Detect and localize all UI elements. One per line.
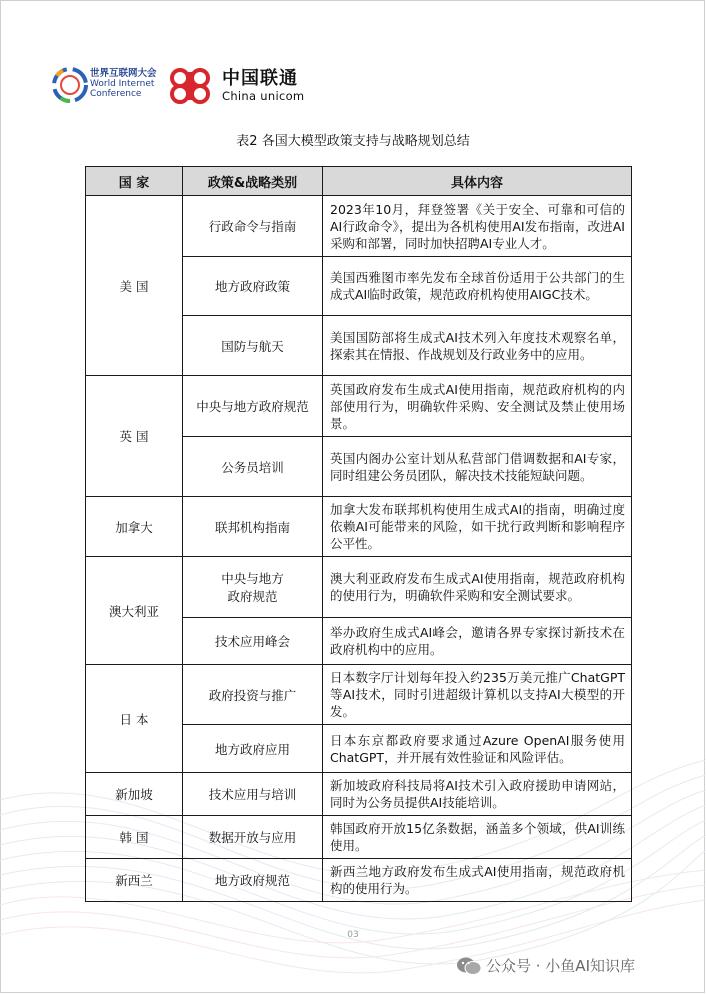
content-cell: 韩国政府开放15亿条数据，涵盖多个领域，供AI训练使用。	[323, 816, 632, 859]
table-row	[86, 557, 632, 618]
table-row	[86, 816, 632, 859]
content-cell: 举办政府生成式AI峰会，邀请各界专家探讨新技术在政府机构中的应用。	[323, 618, 632, 665]
country-cell: 新西兰	[86, 859, 183, 902]
wechat-watermark	[456, 955, 635, 976]
content-cell: 新西兰地方政府发布生成式AI使用指南，规范政府机构的使用行为。	[323, 859, 632, 902]
category-cell: 地方政府规范	[183, 859, 323, 902]
table-header-row	[86, 167, 632, 196]
wic-name-en-line2: Conference	[90, 89, 142, 99]
page-number: 03	[347, 930, 359, 940]
china-unicom-name-cn: 中国联通	[222, 68, 298, 89]
table-row	[86, 859, 632, 902]
category-cell: 公务员培训	[183, 437, 323, 497]
content-cell: 新加坡政府科技局将AI技术引入政府援助申请网站，同时为公务员提供AI技能培训。	[323, 773, 632, 816]
wic-name-en-line1: World Internet	[90, 79, 155, 89]
china-unicom-name-en: China unicom	[222, 89, 305, 103]
content-cell: 日本东京都政府要求通过Azure OpenAI服务使用ChatGPT，并开展有效性验证和风险评估。	[323, 725, 632, 773]
country-cell: 日 本	[86, 665, 183, 773]
category-cell: 数据开放与应用	[183, 816, 323, 859]
country-cell: 加拿大	[86, 497, 183, 557]
category-cell: 政府投资与推广	[183, 665, 323, 725]
content-cell: 加拿大发布联邦机构使用生成式AI的指南，明确过度依赖AI可能带来的风险，如干扰行政判断和影响程序公平性。	[323, 497, 632, 557]
content-cell: 美国西雅图市率先发布全球首份适用于公共部门的生成式AI临时政策，规范政府机构使用AIGC技术。	[323, 257, 632, 316]
content-cell: 日本数字厅计划每年投入约235万美元推广ChatGPT等AI技术，同时引进超级计算机以支持AI大模型的开发。	[323, 665, 632, 725]
category-cell: 联邦机构指南	[183, 497, 323, 557]
header-content: 具体内容	[323, 167, 632, 196]
table-row	[86, 376, 632, 437]
country-cell: 美 国	[86, 196, 183, 376]
category-cell: 国防与航天	[183, 316, 323, 376]
country-cell: 新加坡	[86, 773, 183, 816]
header-category: 政策&战略类别	[183, 167, 323, 196]
country-cell: 澳大利亚	[86, 557, 183, 665]
header-country: 国 家	[86, 167, 183, 196]
table-row	[86, 773, 632, 816]
watermark-text: 公众号 · 小鱼AI知识库	[486, 957, 635, 975]
content-cell: 2023年10月，拜登签署《关于安全、可靠和可信的AI行政命令》，提出为各机构使用AI发布指南，改进AI采购和部署，同时加快招聘AI专业人才。	[323, 196, 632, 257]
category-cell: 地方政府政策	[183, 257, 323, 316]
category-cell: 技术应用峰会	[183, 618, 323, 665]
wechat-icon	[456, 956, 482, 976]
policy-summary-table	[85, 166, 632, 902]
category-cell: 技术应用与培训	[183, 773, 323, 816]
category-cell: 行政命令与指南	[183, 196, 323, 257]
category-cell: 中央与地方政府规范	[183, 376, 323, 437]
content-cell: 英国内阁办公室计划从私营部门借调数据和AI专家，同时组建公务员团队，解决技术技能短缺问题。	[323, 437, 632, 497]
table-title: 表2 各国大模型政策支持与战略规划总结	[236, 134, 470, 149]
table-row	[86, 665, 632, 725]
category-cell: 地方政府应用	[183, 725, 323, 773]
table-row	[86, 497, 632, 557]
content-cell: 美国国防部将生成式AI技术列入年度技术观察名单，探索其在情报、作战规划及行政业务中的应用。	[323, 316, 632, 376]
china-unicom-knot-icon	[164, 66, 216, 106]
content-cell: 澳大利亚政府发布生成式AI使用指南，规范政府机构的使用行为，明确软件采购和安全测试要求。	[323, 557, 632, 618]
category-cell: 中央与地方 政府规范	[183, 557, 323, 618]
content-cell: 英国政府发布生成式AI使用指南，规范政府机构的内部使用行为，明确软件采购、安全测试及禁止使用场景。	[323, 376, 632, 437]
wic-emblem-icon	[50, 65, 90, 105]
country-cell: 英 国	[86, 376, 183, 497]
country-cell: 韩 国	[86, 816, 183, 859]
table-row	[86, 196, 632, 257]
wic-name-cn: 世界互联网大会	[90, 68, 157, 79]
